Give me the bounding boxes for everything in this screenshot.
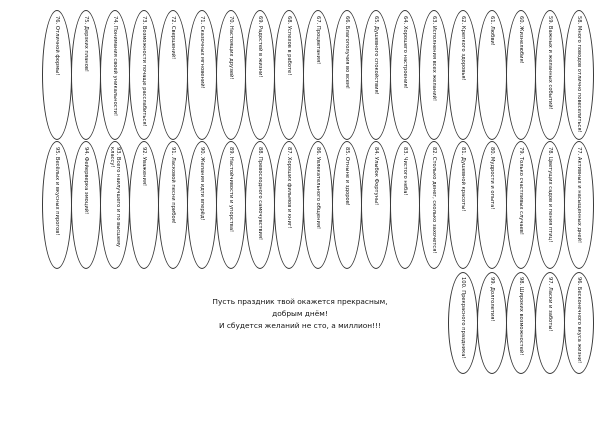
wish-oval <box>564 272 594 374</box>
wish-oval <box>332 10 362 140</box>
wish-oval <box>361 10 391 140</box>
wish-oval <box>448 272 478 374</box>
wish-oval <box>216 10 246 140</box>
wish-text: 75. Дерзких планов! <box>83 16 89 73</box>
wish-text: 100. Прекрасного праздника! <box>460 277 466 359</box>
wish-text: 70. Настоящих друзей! <box>228 16 234 80</box>
wish-oval <box>564 10 594 140</box>
wish-text: 95. Весёлых и вкусных пирогов! <box>54 147 60 236</box>
wish-oval <box>477 141 507 269</box>
wish-oval <box>361 141 391 269</box>
wish-oval <box>42 141 72 269</box>
wish-oval <box>448 10 478 140</box>
wish-text: 68. Успехов в работе! <box>286 16 292 76</box>
wish-text: 71. Сказочных мгновений! <box>199 16 205 89</box>
wish-text: 80. Мудрости и опыта! <box>489 147 495 210</box>
wish-text: 93. Всего наилучшего и по высшему классу! <box>109 147 121 248</box>
wish-text: 99. Долголетия! <box>489 277 495 322</box>
wish-text: 63. Исполнения всех желаний! <box>431 16 437 102</box>
wish-oval <box>100 10 130 140</box>
wish-text: 85. Отныне и здоров! <box>344 147 350 206</box>
wish-oval <box>535 272 565 374</box>
wish-oval <box>187 141 217 269</box>
wish-text: 61. Любви! <box>489 16 495 46</box>
wish-text: 77. Активных и насыщенных дней! <box>576 147 582 244</box>
wish-oval <box>42 10 72 140</box>
wish-text: 74. Понимания своей уникальности! <box>112 16 118 117</box>
wish-text: 60. Жизнелюбия! <box>518 16 524 64</box>
wish-oval <box>303 10 333 140</box>
wish-text: 81. Душевной красоты! <box>460 147 466 212</box>
wish-text: 65. Душевного спокойствия! <box>373 16 379 95</box>
wish-oval <box>245 10 275 140</box>
wish-text: 78. Цветущих садов и пения птиц! <box>547 147 553 243</box>
wish-text: 97. Ласки и заботы! <box>547 277 553 332</box>
wish-oval <box>477 272 507 374</box>
wish-oval <box>274 141 304 269</box>
wish-text: 73. Возможности почаще расслабиться! <box>141 16 147 127</box>
wish-oval <box>129 10 159 140</box>
wish-text: 94. Фейерверка эмоций! <box>83 147 89 215</box>
wish-oval <box>506 141 536 269</box>
wish-text: 69. Радостей в жизни! <box>257 16 263 78</box>
wish-text: 91. Ласковой песни прибоя! <box>170 147 176 224</box>
wish-text: 86. Увлекательного общения! <box>315 147 321 230</box>
wish-text: 76. Отличной формы! <box>54 16 60 76</box>
wish-text: 67. Процветания! <box>315 16 321 65</box>
wish-text: 98. Широких возможностей! <box>518 277 524 356</box>
wish-oval <box>506 272 536 374</box>
wish-text: 92. Уважения! <box>141 147 147 187</box>
wish-oval <box>129 141 159 269</box>
wish-oval <box>477 10 507 140</box>
wish-oval <box>448 141 478 269</box>
wish-text: 62. Крепкого здоровья! <box>460 16 466 81</box>
wish-text: 58. Много поводов отлично повеселиться! <box>576 16 582 133</box>
wish-oval <box>187 10 217 140</box>
wish-text: 79. Только счастливых случаев! <box>518 147 524 235</box>
wish-oval <box>158 141 188 269</box>
wish-oval <box>71 10 101 140</box>
wish-oval <box>332 141 362 269</box>
wish-oval <box>564 141 594 269</box>
wish-oval <box>419 141 449 269</box>
closing-wish-line-1: Пусть праздник твой окажется прекрасным, <box>212 297 388 306</box>
wish-oval <box>390 141 420 269</box>
wish-oval <box>71 141 101 269</box>
wish-oval <box>303 141 333 269</box>
closing-wish-line-2: добрым днём! <box>272 309 328 318</box>
wish-oval <box>216 141 246 269</box>
wish-text: 72. Свершений! <box>170 16 176 60</box>
wish-text: 88. Превосходного самочувствия! <box>257 147 263 241</box>
wish-text: 96. Бесконечного вкуса жизни! <box>576 277 582 364</box>
wish-text: 82. Столько денег, сколько захочется! <box>431 147 437 254</box>
wish-oval <box>245 141 275 269</box>
wish-oval <box>274 10 304 140</box>
wish-oval <box>535 10 565 140</box>
wish-text: 87. Хороших фильмов и книг! <box>286 147 292 229</box>
closing-wish-line-3: И сбудется желаний не сто, а миллион!!! <box>218 321 381 330</box>
wish-oval <box>390 10 420 140</box>
wish-oval <box>100 141 130 269</box>
wish-text: 66. Благополучия во всем! <box>344 16 350 89</box>
wish-text: 90. Желания идти вперёд! <box>199 147 205 221</box>
wish-text: 89. Настойчивости и упорства! <box>228 147 234 233</box>
wish-text: 84. Улыбок Фортуны! <box>373 147 379 206</box>
wish-text: 64. Хорошего настроения! <box>402 16 408 89</box>
wish-oval <box>158 10 188 140</box>
wish-text: 83. Чистого неба! <box>402 147 408 196</box>
wish-text: 59. Важных и желанных событий! <box>547 16 553 110</box>
wish-oval <box>419 10 449 140</box>
wish-oval <box>506 10 536 140</box>
wish-oval <box>535 141 565 269</box>
